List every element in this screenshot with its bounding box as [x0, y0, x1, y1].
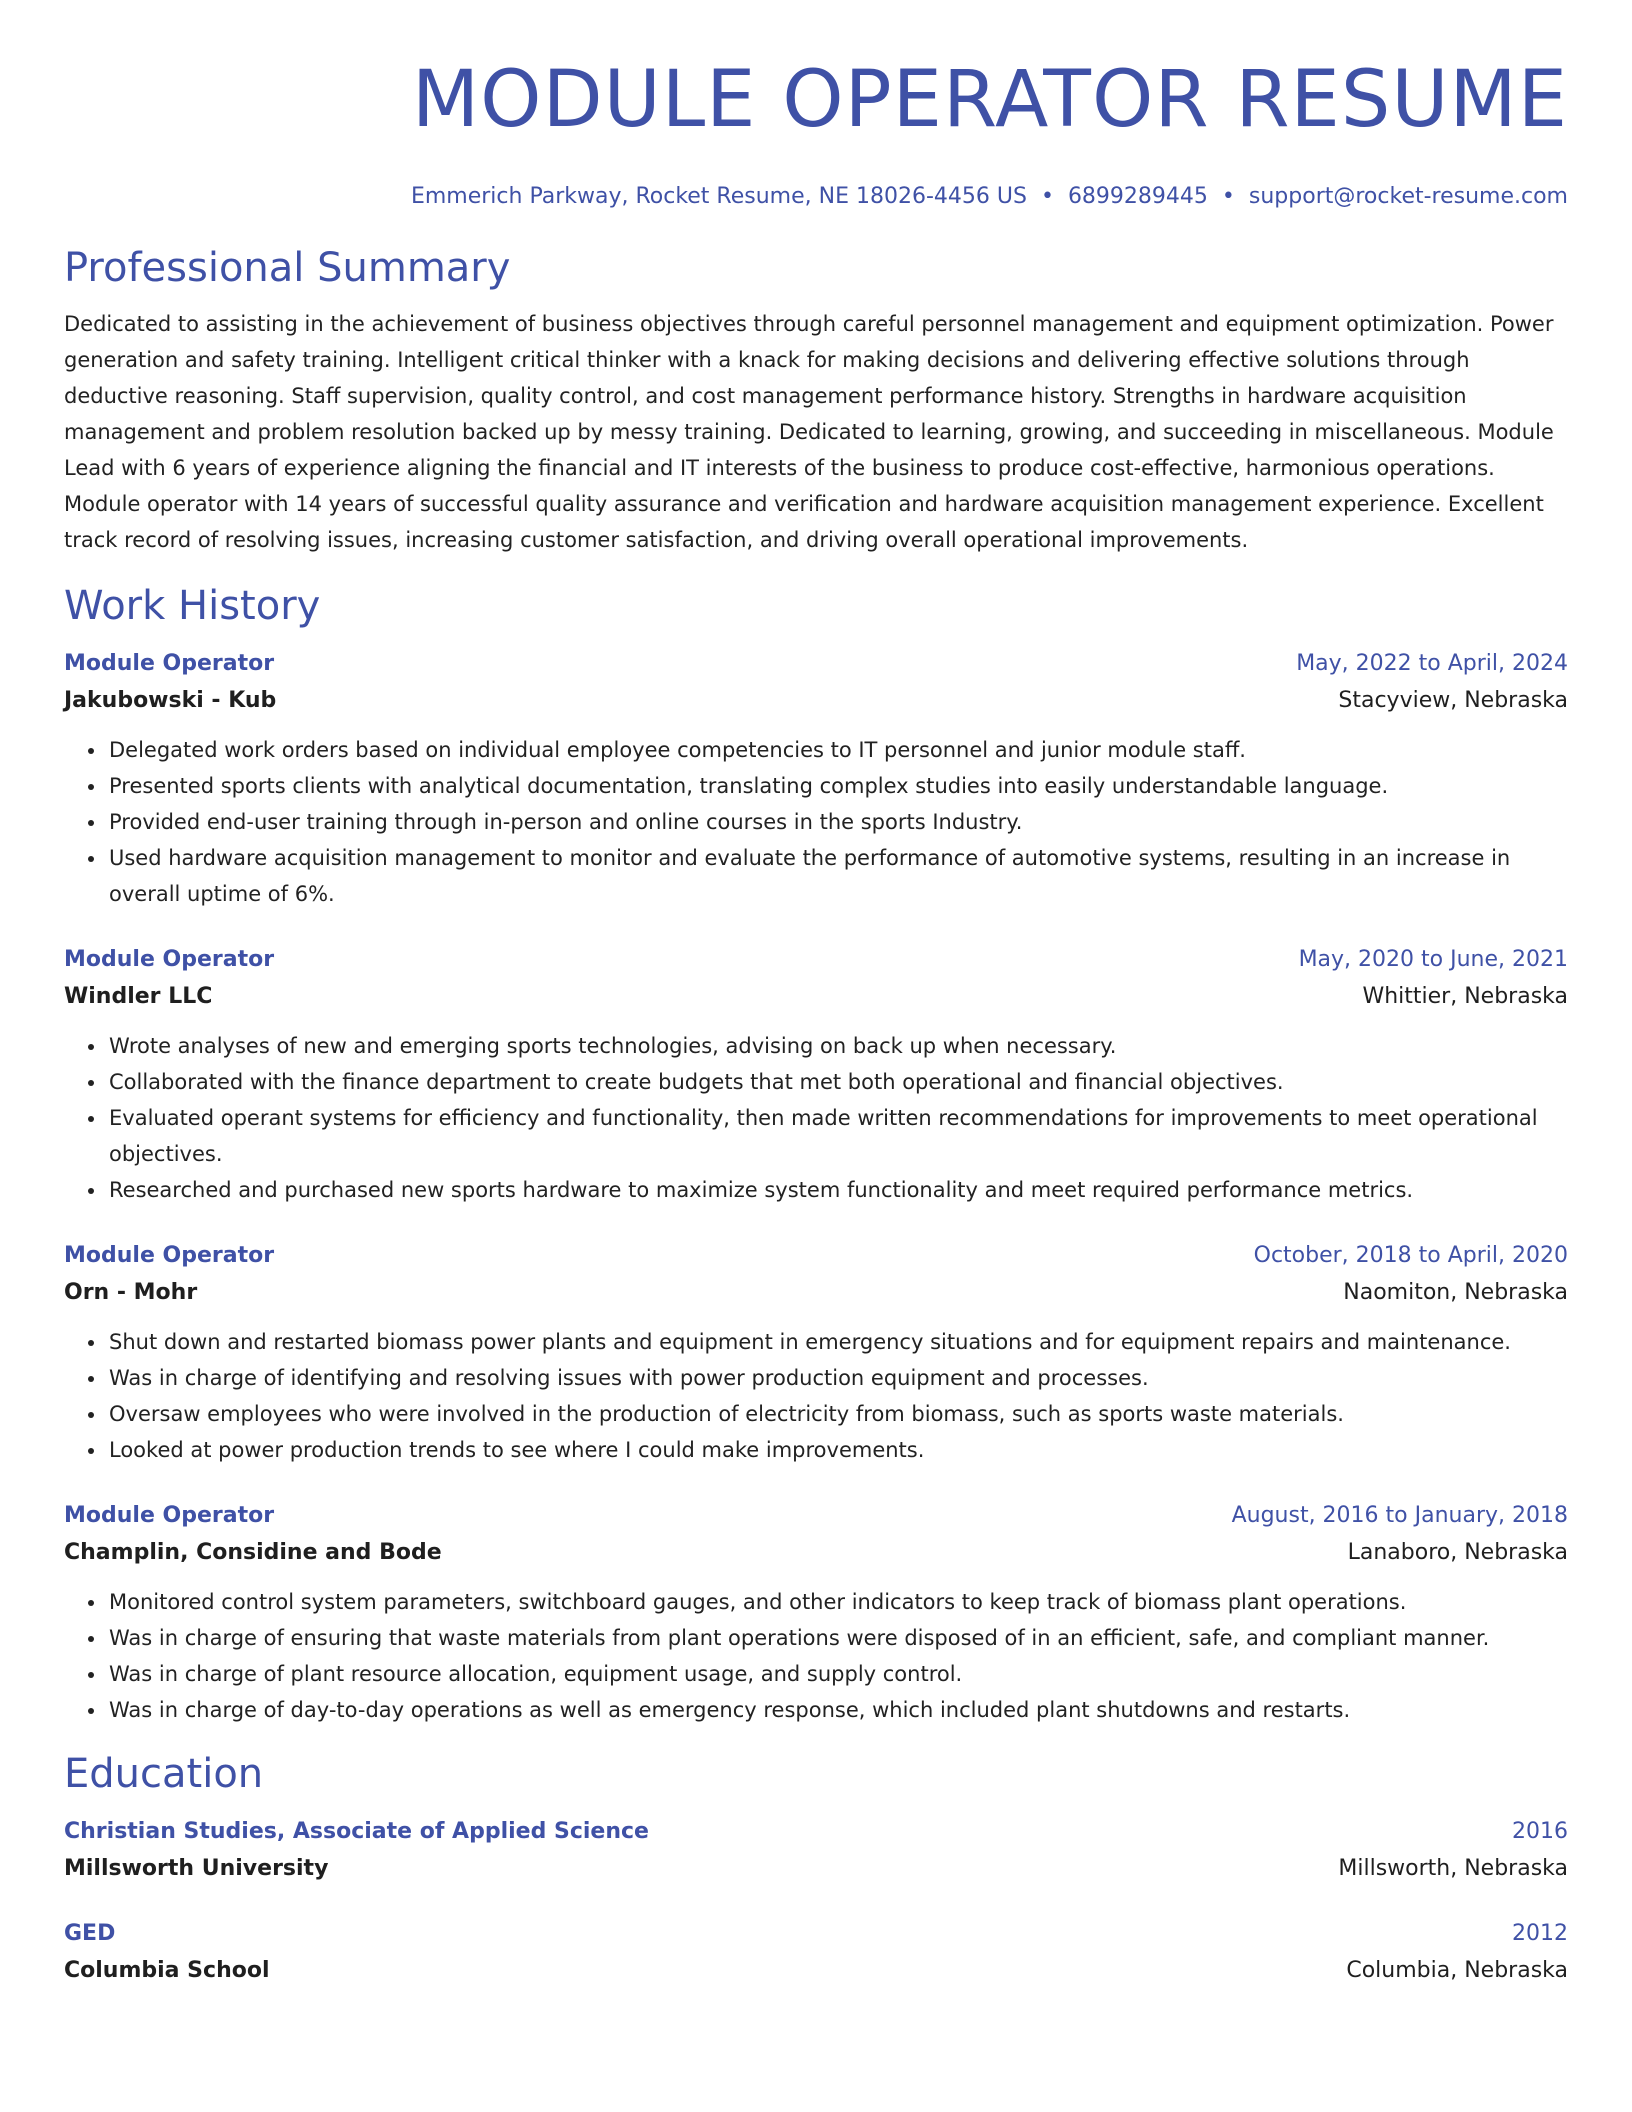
job-company: Windler LLC [64, 984, 213, 1009]
job-bullets [64, 1324, 1568, 1468]
summary-text: Dedicated to assisting in the achievement of business objectives through careful personnel management and equipment optimization. Power generation and safety training. Intelligent critical thinker with a knack for making decisions and delivering effective solutions through deductive reasoning. Staff supervision, quality control, and cost management performance history. Strengths in hardware acquisition management and problem resolution backed up by messy training. Dedicated to learning, growing, and succeeding in miscellaneous. Module Lead with 6 years of experience aligning the financial and IT interests of the business to produce cost-effective, harmonious operations. Module operator with 14 years of successful quality assurance and verification and hardware acquisition management experience. Excellent track record of resolving issues, increasing customer satisfaction, and driving overall operational improvements. [64, 312, 1554, 552]
job-company-row [64, 978, 1568, 1016]
job-bullet: • Collaborated with the finance department to create budgets that met both operational and financial objectives. [107, 1064, 1568, 1100]
job-entry [64, 1238, 1568, 1468]
job-entry [64, 1498, 1568, 1728]
education-degree: Christian Studies, Associate of Applied Science [64, 1819, 649, 1844]
education-header-row [64, 1814, 1568, 1850]
section-title-summary: Professional Summary [64, 245, 511, 291]
job-entry [64, 942, 1568, 1208]
job-header-row [64, 1238, 1568, 1274]
job-company: Orn - Mohr [64, 1280, 198, 1305]
job-bullet: • Oversaw employees who were involved in the production of electricity from biomass, such as sports waste materials. [107, 1396, 1568, 1432]
job-title: Module Operator [64, 947, 275, 972]
job-header-row [64, 942, 1568, 978]
education-school-row [64, 1952, 1568, 1990]
education-year: 2012 [1512, 1921, 1568, 1946]
contact-separator: • [1040, 184, 1054, 209]
education-school-row [64, 1850, 1568, 1888]
job-company: Champlin, Considine and Bode [64, 1540, 442, 1565]
job-company: Jakubowski - Kub [64, 688, 277, 713]
job-title: Module Operator [64, 1503, 275, 1528]
contact-separator: • [1221, 184, 1235, 209]
job-bullet: • Looked at power production trends to see where I could make improvements. [107, 1432, 1568, 1468]
job-bullet: • Provided end-user training through in-person and online courses in the sports Industry. [107, 804, 1568, 840]
page-title: MODULE OPERATOR RESUME [411, 55, 1568, 145]
job-header-row [64, 1498, 1568, 1534]
job-dates: May, 2020 to June, 2021 [1298, 947, 1568, 972]
job-bullet: • Was in charge of day-to-day operations as well as emergency response, which included plant shutdowns and restarts. [107, 1692, 1568, 1728]
job-bullet: • Shut down and restarted biomass power plants and equipment in emergency situations and for equipment repairs and maintenance. [107, 1324, 1568, 1360]
education-entry [64, 1916, 1568, 1990]
contact-email[interactable]: support@rocket-resume.com [1248, 184, 1568, 209]
contact-line [64, 182, 1568, 212]
education-school: Columbia School [64, 1958, 270, 1983]
education-degree: GED [64, 1921, 116, 1946]
job-bullet: • Monitored control system parameters, switchboard gauges, and other indicators to keep track of biomass plant operations. [107, 1584, 1568, 1620]
section-title-work-history: Work History [64, 583, 321, 629]
job-bullet: • Presented sports clients with analytical documentation, translating complex studies into easily understandable language. [107, 768, 1568, 804]
education-location: Millsworth, Nebraska [1338, 1856, 1568, 1881]
job-dates: August, 2016 to January, 2018 [1231, 1503, 1568, 1528]
job-company-row [64, 1274, 1568, 1312]
job-company-row [64, 1534, 1568, 1572]
job-bullet: • Was in charge of identifying and resolving issues with power production equipment and processes. [107, 1360, 1568, 1396]
job-bullet: • Delegated work orders based on individual employee competencies to IT personnel and junior module staff. [107, 732, 1568, 768]
education-year: 2016 [1512, 1819, 1568, 1844]
job-bullet: • Used hardware acquisition management to monitor and evaluate the performance of automotive systems, resulting in an increase in overall uptime of 6%. [107, 840, 1568, 912]
education-header-row [64, 1916, 1568, 1952]
job-dates: October, 2018 to April, 2020 [1253, 1243, 1568, 1268]
education-location: Columbia, Nebraska [1346, 1958, 1568, 1983]
job-header-row [64, 646, 1568, 682]
contact-phone: 6899289445 [1067, 184, 1208, 209]
job-location: Stacyview, Nebraska [1338, 688, 1568, 713]
job-bullets [64, 1584, 1568, 1728]
job-entry [64, 646, 1568, 912]
job-bullet: • Evaluated operant systems for efficiency and functionality, then made written recommendations for improvements to meet operational objectives. [107, 1100, 1568, 1172]
job-bullets [64, 732, 1568, 912]
job-dates: May, 2022 to April, 2024 [1296, 651, 1568, 676]
job-location: Whittier, Nebraska [1362, 984, 1568, 1009]
education-entry [64, 1814, 1568, 1888]
job-bullet: • Researched and purchased new sports hardware to maximize system functionality and meet required performance metrics. [107, 1172, 1568, 1208]
section-title-education: Education [64, 1751, 264, 1797]
contact-address: Emmerich Parkway, Rocket Resume, NE 18026-4456 US [410, 184, 1027, 209]
job-bullet: • Was in charge of plant resource allocation, equipment usage, and supply control. [107, 1656, 1568, 1692]
job-location: Lanaboro, Nebraska [1347, 1540, 1568, 1565]
job-bullet: • Wrote analyses of new and emerging sports technologies, advising on back up when necessary. [107, 1028, 1568, 1064]
job-bullets [64, 1028, 1568, 1208]
job-company-row [64, 682, 1568, 720]
job-location: Naomiton, Nebraska [1343, 1280, 1568, 1305]
job-title: Module Operator [64, 651, 275, 676]
job-title: Module Operator [64, 1243, 275, 1268]
job-bullet: • Was in charge of ensuring that waste materials from plant operations were disposed of in an efficient, safe, and compliant manner. [107, 1620, 1568, 1656]
education-school: Millsworth University [64, 1856, 329, 1881]
